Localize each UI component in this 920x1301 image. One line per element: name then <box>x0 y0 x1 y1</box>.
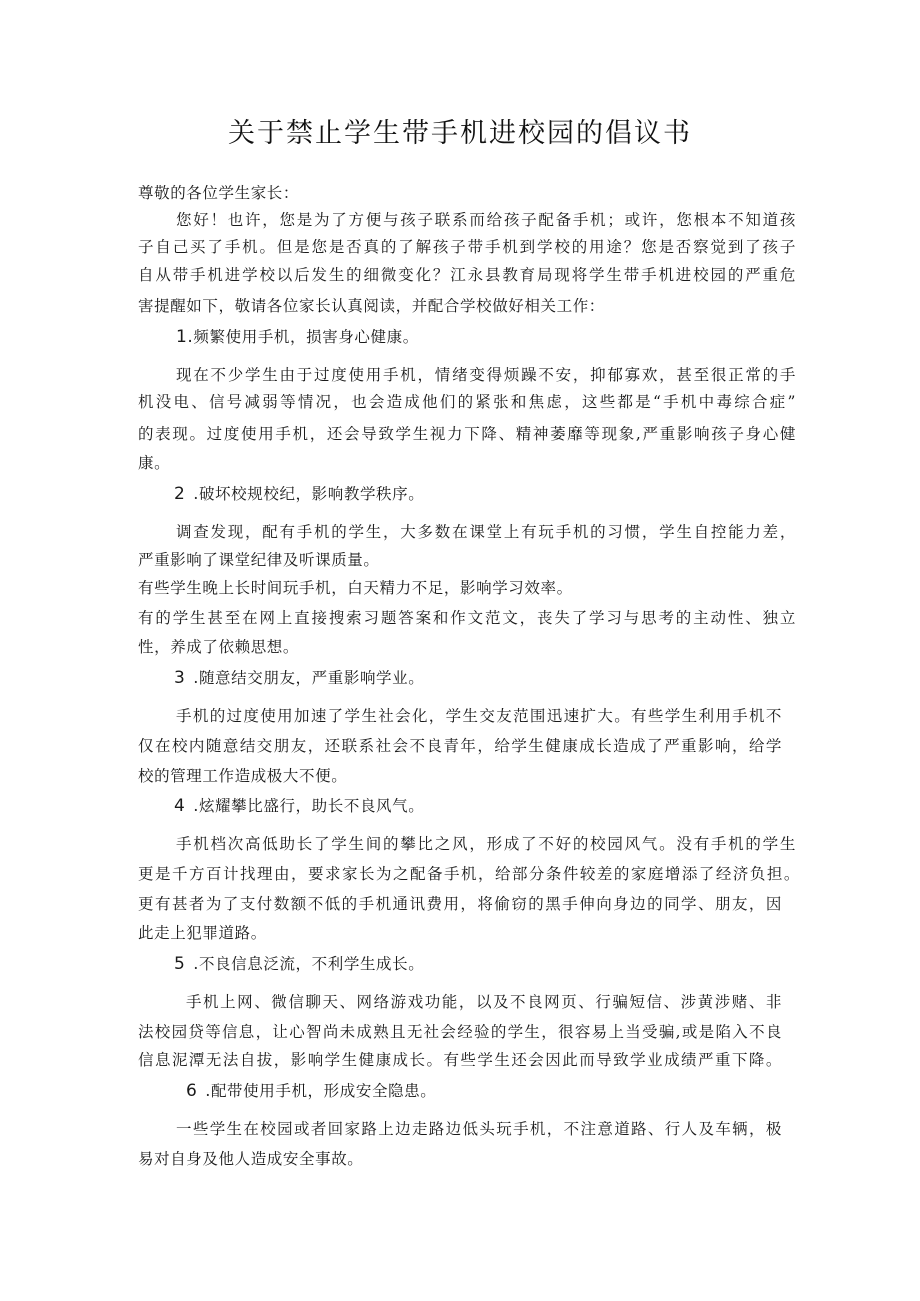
section-heading-3 <box>174 667 424 689</box>
section-3-line: 校的管理工作造成极大不便。 <box>138 767 348 785</box>
section-5-line: 手机上网、微信聊天、网络游戏功能，以及不良网页、行骗短信、涉黄涉赌、非 <box>186 993 782 1011</box>
section-heading-5 <box>174 953 424 975</box>
section-4-line: 更有甚者为了支付数额不低的手机通讯费用，将偷窃的黑手伸向身边的同学、朋友，因 <box>138 895 782 913</box>
section-1-line: 机没电、信号减弱等情况，也会造成他们的紧张和焦虑，这些都是“手机中毒综合症” <box>138 393 796 411</box>
intro-line: 子自己买了手机。但是您是否真的了解孩子带手机到学校的用途？您是否察觉到了孩子 <box>138 238 796 256</box>
section-heading-2 <box>174 483 424 505</box>
section-4-line: 手机档次高低助长了学生间的攀比之风，形成了不好的校园风气。没有手机的学生 <box>176 835 796 853</box>
section-number: 2 <box>174 484 186 504</box>
section-number: 4 <box>174 796 186 816</box>
section-1-line: 康。 <box>138 454 171 472</box>
intro-line: 您好！也许，您是为了方便与孩子联系而给孩子配备手机；或许，您根本不知道孩 <box>176 211 796 229</box>
intro-line: 害提醒如下，敬请各位家长认真阅读，并配合学校做好相关工作： <box>138 297 605 315</box>
intro-line: 自从带手机进学校以后发生的细微变化？江永县教育局现将学生带手机进校园的严重危 <box>138 266 796 284</box>
section-6-line: 易对自身及他人造成安全事故。 <box>138 1150 364 1168</box>
section-title: .破坏校规校纪，影响教学秩序。 <box>193 485 425 503</box>
section-1-line: 的表现。过度使用手机，还会导致学生视力下降、精神萎靡等现象,严重影响孩子身心健 <box>138 425 796 443</box>
section-2-line: 调查发现，配有手机的学生，大多数在课堂上有玩手机的习惯，学生自控能力差， <box>176 523 796 541</box>
section-title: .不良信息泛流，不利学生成长。 <box>193 955 425 973</box>
salutation: 尊敬的各位学生家长： <box>138 184 300 202</box>
section-1-line: 现在不少学生由于过度使用手机，情绪变得烦躁不安，抑郁寡欢，甚至很正常的手 <box>176 366 796 384</box>
document-title: 关于禁止学生带手机进校园的倡议书 <box>228 118 692 149</box>
section-number: 1. <box>176 327 194 347</box>
section-4-line: 更是千方百计找理由，要求家长为之配备手机，给部分条件较差的家庭增添了经济负担。 <box>138 865 800 883</box>
section-heading-4 <box>174 795 424 817</box>
section-heading-1 <box>176 326 419 348</box>
section-2-line: 性，养成了依赖思想。 <box>138 638 300 656</box>
section-number: 6 <box>186 1081 198 1101</box>
section-title: .配带使用手机，形成安全隐患。 <box>205 1082 437 1100</box>
section-title: 频繁使用手机，损害身心健康。 <box>193 328 419 346</box>
section-title: .随意结交朋友，严重影响学业。 <box>193 669 425 687</box>
section-title: .炫耀攀比盛行，助长不良风气。 <box>193 797 425 815</box>
section-3-line: 仅在校内随意结交朋友，还联系社会不良青年，给学生健康成长造成了严重影响，给学 <box>138 737 782 755</box>
section-2-line: 有的学生甚至在网上直接搜索习题答案和作文范文，丧失了学习与思考的主动性、独立 <box>138 609 796 627</box>
section-number: 3 <box>174 668 186 688</box>
section-5-line: 信息泥潭无法自拔，影响学生健康成长。有些学生还会因此而导致学业成绩严重下降。 <box>138 1051 782 1069</box>
section-5-line: 法校园贷等信息，让心智尚未成熟且无社会经验的学生，很容易上当受骗,或是陷入不良 <box>138 1023 782 1041</box>
section-2-line: 严重影响了课堂纪律及听课质量。 <box>138 551 380 569</box>
section-2-line: 有些学生晚上长时间玩手机，白天精力不足，影响学习效率。 <box>138 579 573 597</box>
section-3-line: 手机的过度使用加速了学生社会化，学生交友范围迅速扩大。有些学生利用手机不 <box>176 707 782 725</box>
section-6-line: 一些学生在校园或者回家路上边走路边低头玩手机，不注意道路、行人及车辆，极 <box>176 1120 782 1138</box>
section-heading-6 <box>186 1080 436 1102</box>
section-4-line: 此走上犯罪道路。 <box>138 924 267 942</box>
section-number: 5 <box>174 954 186 974</box>
